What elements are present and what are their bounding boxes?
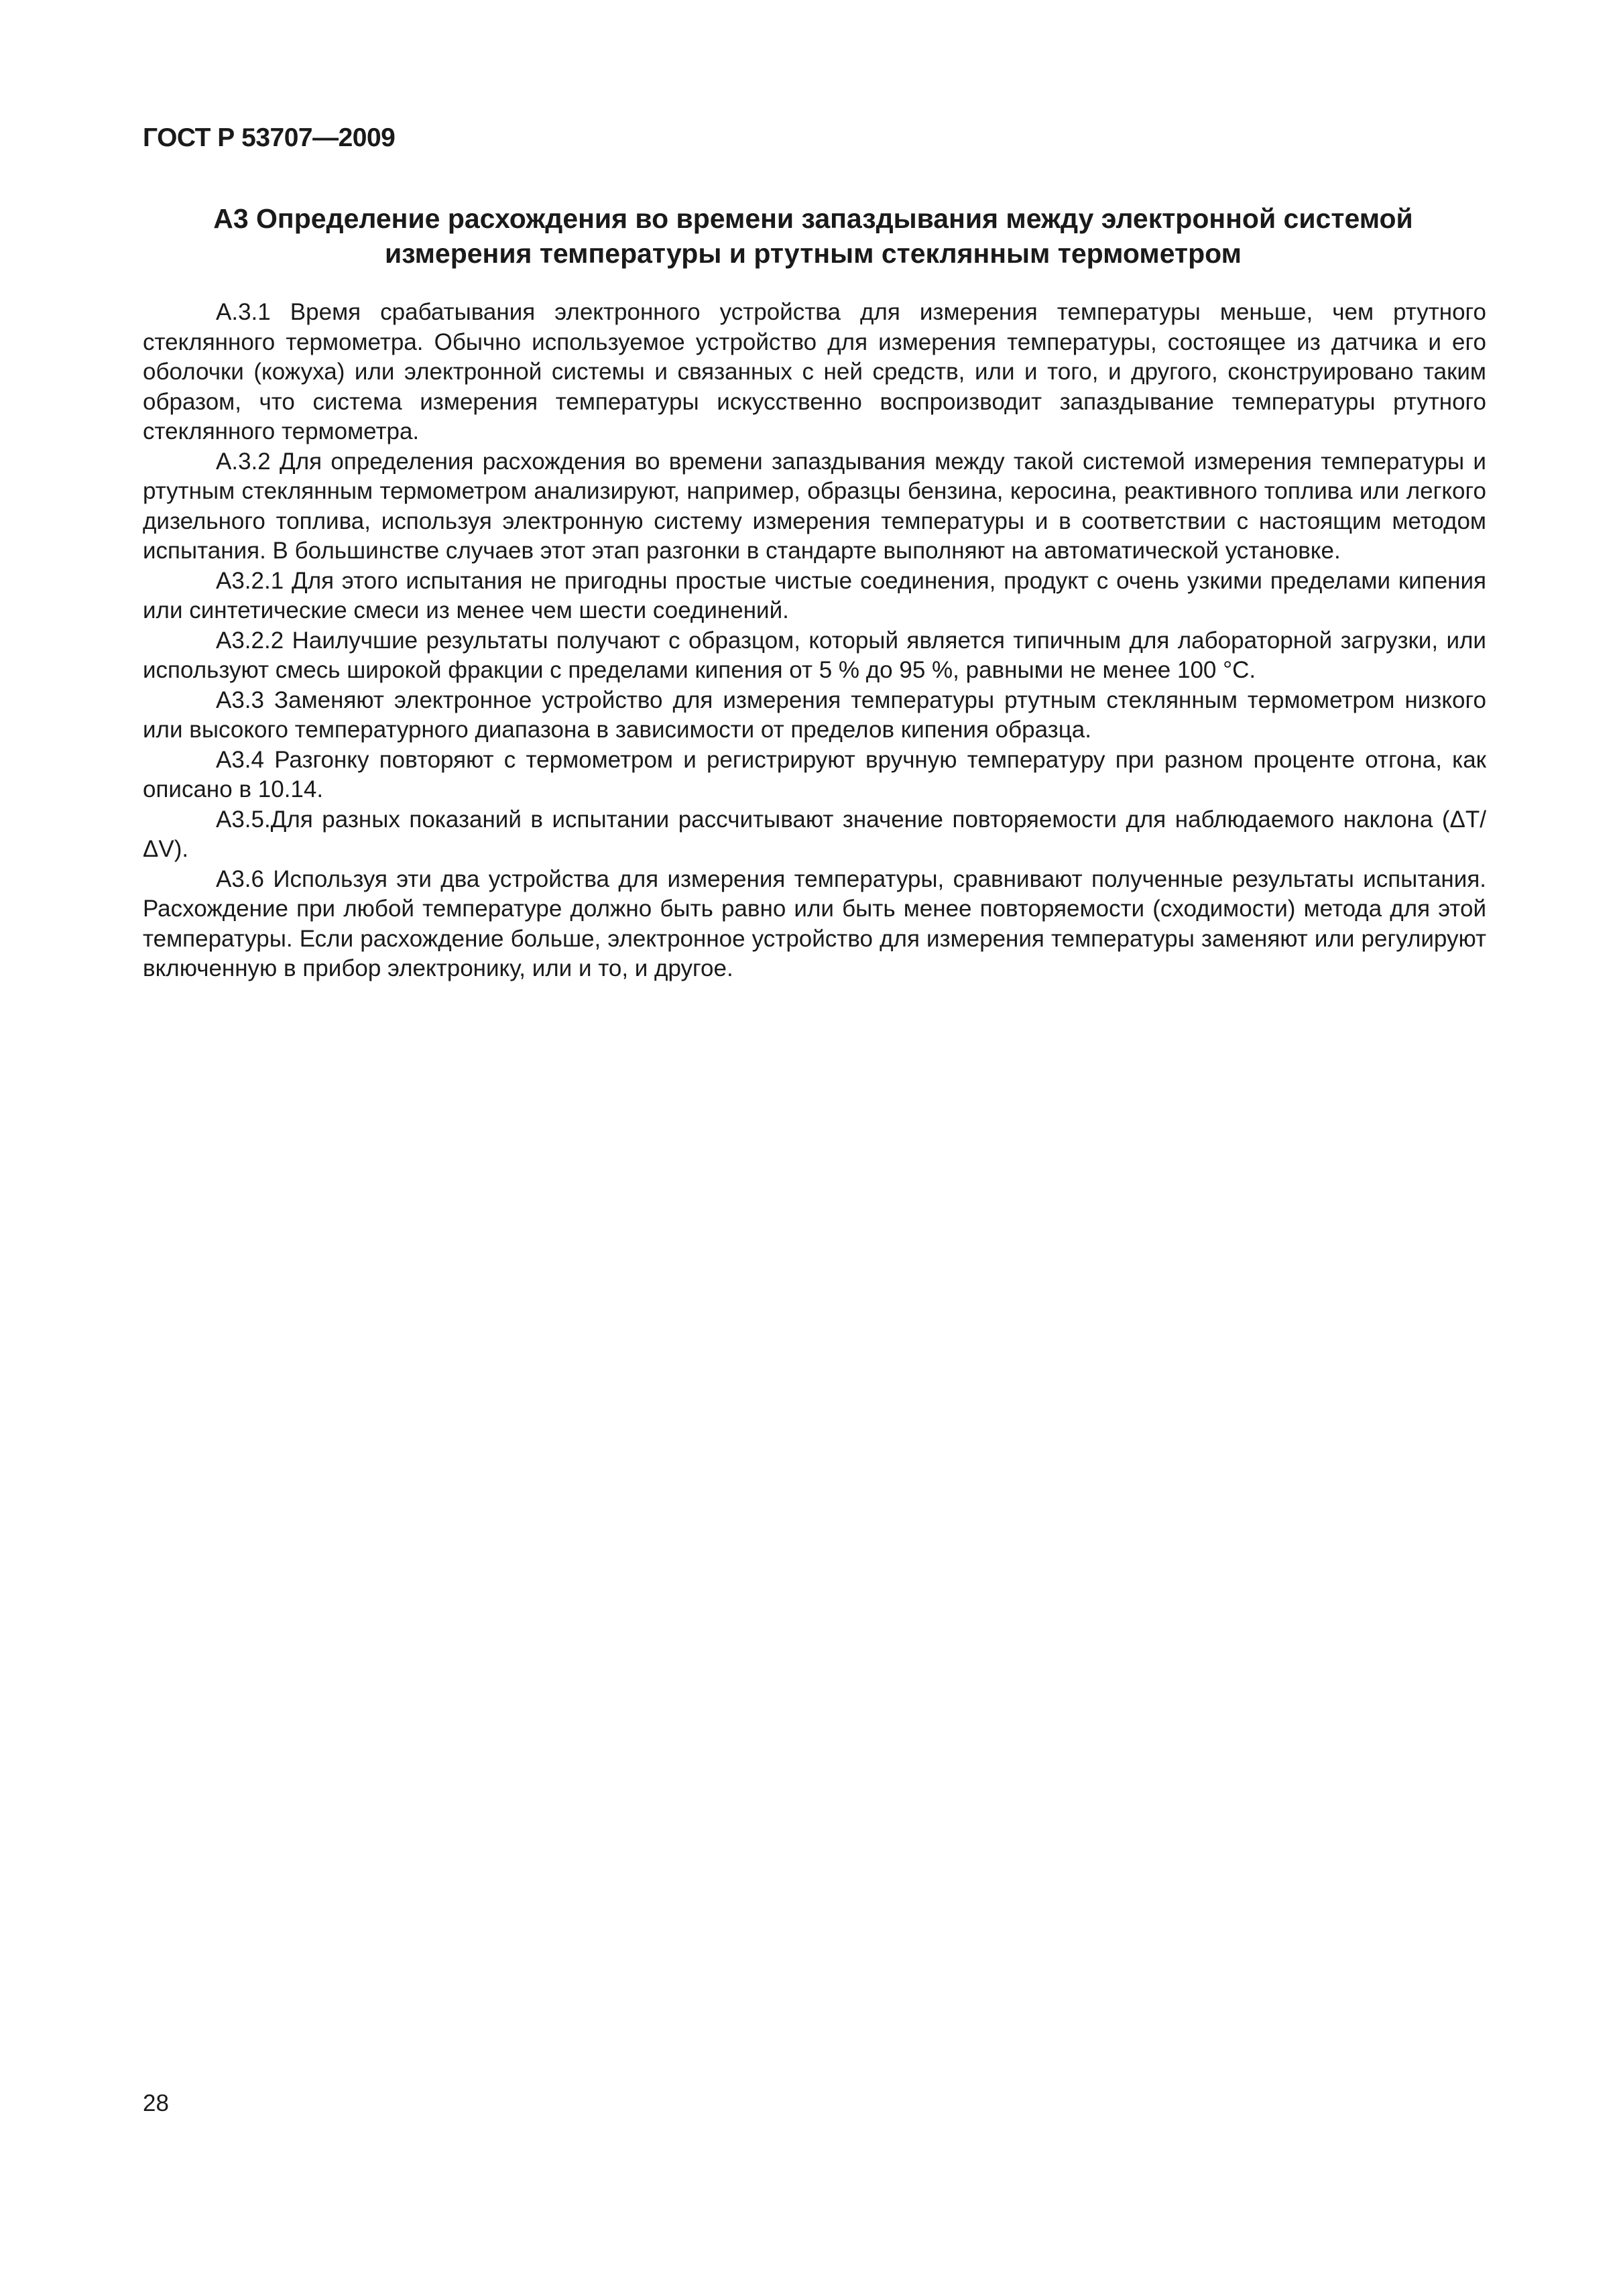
- paragraph-a3-4: А3.4 Разгонку повторяют с термометром и регистрируют вручную температуру при разном проценте отгона, как описано в 10.14.: [143, 746, 1486, 802]
- paragraph-a3-2: А.3.2 Для определения расхождения во времени запаздывания между такой системой измерения температуры и ртутным стеклянным термометром анализируют, например, образцы бензина, керосина, реактивного топлива или легкого дизельного топлива, используя электронную систему измерения температуры и в соответствии с настоящим методом испытания. В большинстве случаев этот этап разгонки в стандарте выполняют на автоматической установке.: [143, 448, 1486, 564]
- paragraph-a3-2-2: А3.2.2 Наилучшие результаты получают с образцом, который является типичным для лабораторной загрузки, или используют смесь широкой фракции с пределами кипения от 5 % до 95 %, равными не менее 100 °С.: [143, 627, 1486, 683]
- paragraph-a3-1: А.3.1 Время срабатывания электронного устройства для измерения температуры меньше, чем ртутного стеклянного термометра. Обычно используемое устройство для измерения температуры, состоящее из датчика и его оболочки (кожуха) или электронной системы и связанных с ней средств, или и того, и другого, сконструировано таким образом, что система измерения температуры искусственно воспроизводит запаздывание температуры ртутного стеклянного термометра.: [143, 299, 1486, 444]
- section-title: [143, 201, 1484, 271]
- paragraph-a3-2-1: А3.2.1 Для этого испытания не пригодны простые чистые соединения, продукт с очень узкими пределами кипения или синтетические смеси из менее чем шести соединений.: [143, 567, 1486, 623]
- paragraph-a3-5: А3.5.Для разных показаний в испытании рассчитывают значение повторяемости для наблюдаемого наклона (ΔТ/ΔV).: [143, 806, 1486, 862]
- page-number: 28: [143, 2090, 169, 2116]
- paragraph-a3-6: А3.6 Используя эти два устройства для измерения температуры, сравнивают полученные результаты испытания. Расхождение при любой температуре должно быть равно или быть менее повторяемости (сходимости) метода для этой температуры. Если расхождение больше, электронное устройство для измерения температуры заменяют или регулируют включенную в прибор электронику, или и то, и другое.: [143, 865, 1486, 981]
- document-header: ГОСТ Р 53707—2009: [143, 123, 396, 152]
- section-title-line-2: измерения температуры и ртутным стеклянным термометром: [385, 238, 1242, 269]
- paragraph-a3-3: А3.3 Заменяют электронное устройство для измерения температуры ртутным стеклянным термометром низкого или высокого температурного диапазона в зависимости от пределов кипения образца.: [143, 686, 1486, 743]
- body-text: [143, 298, 1486, 984]
- section-title-line-1: А3 Определение расхождения во времени запаздывания между электронной системой: [213, 203, 1413, 234]
